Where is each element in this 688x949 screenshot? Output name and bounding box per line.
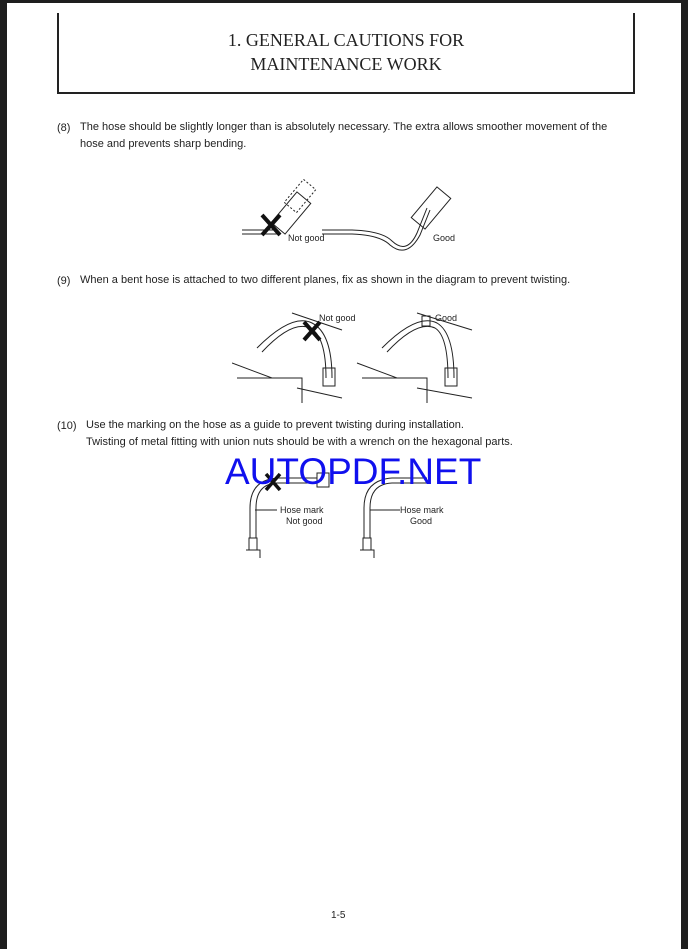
figure-10-good-label: Good bbox=[410, 516, 433, 526]
item-8-text bbox=[80, 119, 607, 153]
figure-9-not-good-label: Not good bbox=[319, 313, 356, 323]
figure-8-not-good-label: Not good bbox=[288, 233, 325, 243]
figure-hose-length bbox=[232, 173, 472, 253]
watermark: AUTOPDF.NET bbox=[225, 451, 482, 492]
item-10-text bbox=[86, 417, 513, 451]
document-page bbox=[7, 3, 681, 949]
figure-10-not-good-label: Not good bbox=[286, 516, 323, 526]
item-number-8: (8) bbox=[57, 122, 71, 134]
figure-10-hose-mark-good: Hose mark bbox=[400, 505, 444, 515]
item-8-line1: The hose should be slightly longer than is absolutely necessary. The extra allows smoother movement of the bbox=[80, 121, 608, 133]
item-number-9: (9) bbox=[57, 275, 71, 287]
figure-9-good-label: Good bbox=[435, 313, 458, 323]
item-8-line2: hose and prevents sharp bending. bbox=[80, 138, 247, 150]
item-number-10: (10) bbox=[57, 420, 77, 432]
figure-10-hose-mark-bad: Hose mark bbox=[280, 505, 324, 515]
figure-8-good-label: Good bbox=[433, 233, 456, 243]
figure-hose-two-planes bbox=[232, 308, 482, 403]
item-10-line1: Use the marking on the hose as a guide to prevent twisting during installation. bbox=[86, 419, 464, 431]
item-9-line1: When a bent hose is attached to two different planes, fix as shown in the diagram to prevent twisting. bbox=[80, 274, 571, 286]
section-header-box bbox=[57, 13, 635, 94]
page-number: 1-5 bbox=[331, 910, 346, 921]
section-title-line2: MAINTENANCE WORK bbox=[250, 54, 442, 74]
section-title-line1: 1. GENERAL CAUTIONS FOR bbox=[227, 30, 465, 50]
item-10-line2: Twisting of metal fitting with union nuts should be with a wrench on the hexagonal parts. bbox=[86, 436, 513, 448]
item-9-text bbox=[80, 272, 570, 289]
